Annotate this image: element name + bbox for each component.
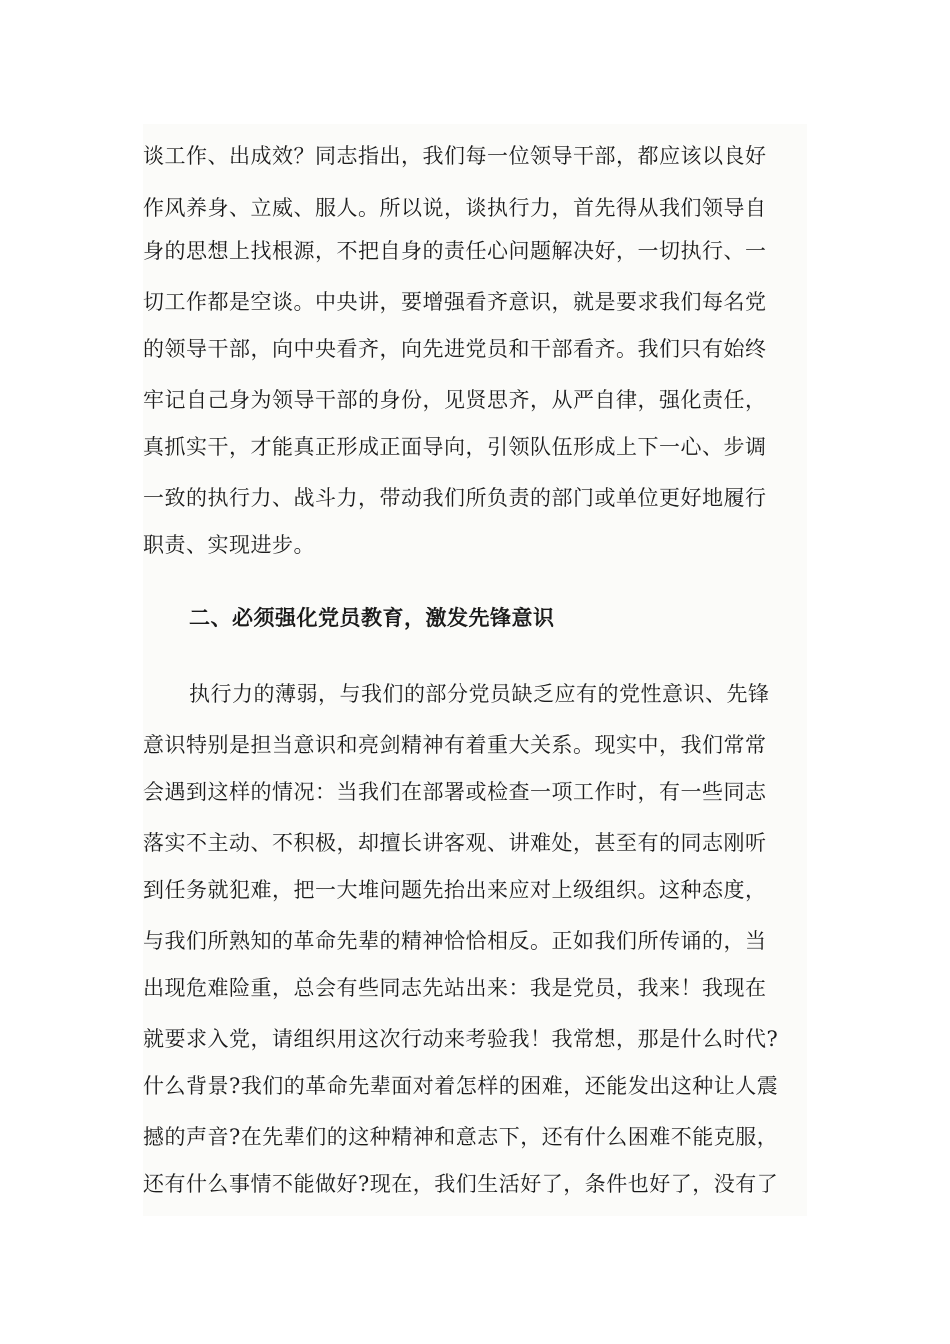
paragraph-line: 落实不主动、不积极，却擅长讲客观、讲难处，甚至有的同志刚听	[143, 831, 767, 855]
paragraph-line: 的领导干部，向中央看齐，向先进党员和干部看齐。我们只有始终	[143, 337, 767, 361]
paragraph-line: 出现危难险重，总会有些同志先站出来：我是党员，我来！我现在	[143, 976, 767, 1000]
paragraph-line: 意识特别是担当意识和亮剑精神有着重大关系。现实中，我们常常	[143, 733, 767, 757]
paragraph-line: 切工作都是空谈。中央讲，要增强看齐意识，就是要求我们每名党	[143, 290, 767, 314]
paragraph-line: 执行力的薄弱，与我们的部分党员缺乏应有的党性意识、先锋	[189, 682, 770, 706]
paragraph-line: 还有什么事情不能做好?现在，我们生活好了，条件也好了，没有了	[143, 1172, 779, 1196]
paragraph-line: 作风养身、立威、服人。所以说，谈执行力，首先得从我们领导自	[143, 196, 767, 220]
paragraph-line: 到任务就犯难，把一大堆问题先抬出来应对上级组织。这种态度，	[143, 878, 767, 902]
paragraph-line: 真抓实干，才能真正形成正面导向，引领队伍形成上下一心、步调	[143, 435, 767, 459]
paragraph-line: 谈工作、出成效？同志指出，我们每一位领导干部，都应该以良好	[143, 144, 767, 168]
paragraph-line: 就要求入党，请组织用这次行动来考验我！我常想，那是什么时代?	[143, 1027, 779, 1051]
paragraph-line: 会遇到这样的情况：当我们在部署或检查一项工作时，有一些同志	[143, 780, 767, 804]
paragraph-line: 牢记自己身为领导干部的身份，见贤思齐，从严自律，强化责任，	[143, 388, 767, 412]
paragraph-line: 与我们所熟知的革命先辈的精神恰恰相反。正如我们所传诵的，当	[143, 929, 767, 953]
document-body	[143, 124, 807, 1216]
paragraph-line: 一致的执行力、战斗力，带动我们所负责的部门或单位更好地履行	[143, 486, 767, 510]
paragraph-line: 撼的声音?在先辈们的这种精神和意志下，还有什么困难不能克服，	[143, 1125, 779, 1149]
paragraph-line: 什么背景?我们的革命先辈面对着怎样的困难，还能发出这种让人震	[143, 1074, 779, 1098]
paragraph-line: 职责、实现进步。	[143, 533, 315, 557]
section-heading: 二、必须强化党员教育，激发先锋意识	[189, 605, 555, 630]
paragraph-line: 身的思想上找根源，不把自身的责任心问题解决好，一切执行、一	[143, 239, 767, 263]
